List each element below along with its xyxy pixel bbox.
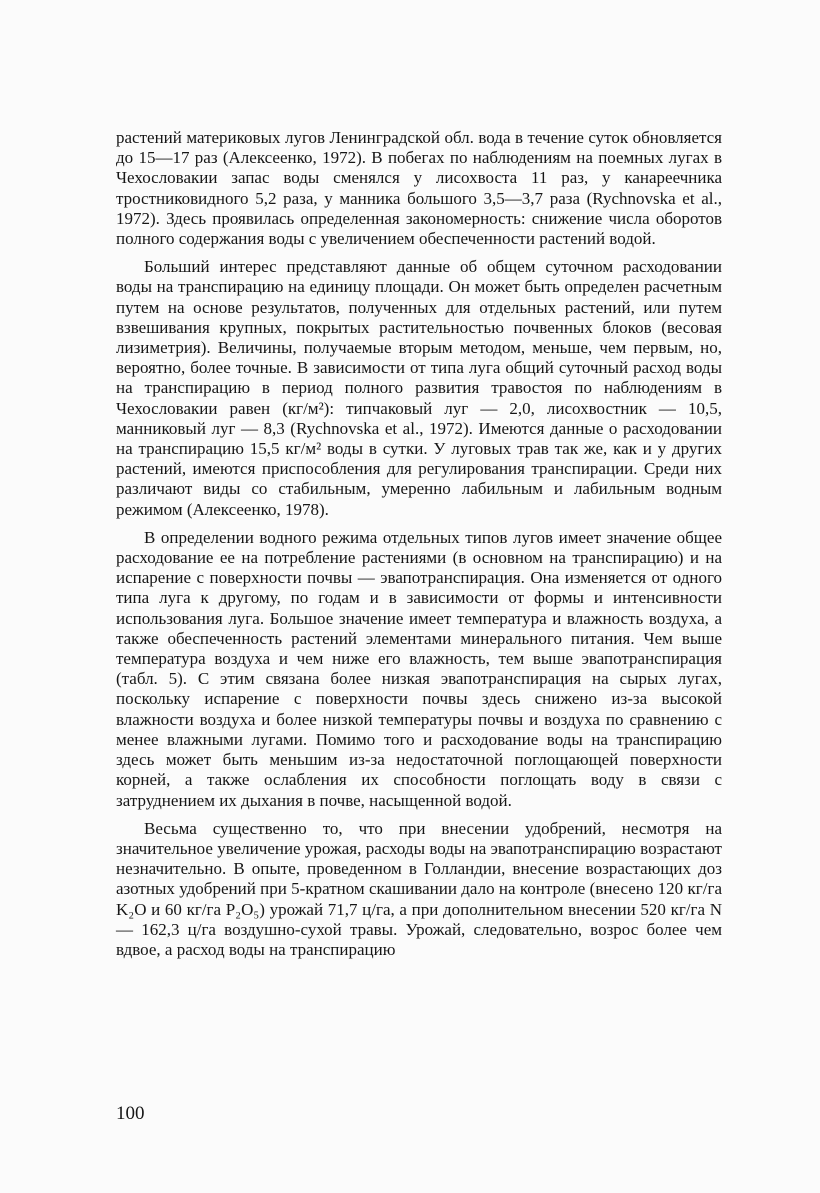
paragraph-4: Весьма существенно то, что при внесении удобрений, несмотря на значительное увеличение урожая, расходы воды на эвапотранспирацию возрастают незначительно. В опыте, проведенном в Голландии, внесение возрастающих доз азотных удобрений при 5-кратном скашивании дало на контроле (внесено 120 кг/га K₂O и 60 кг/га P₂O₅) урожай 71,7 ц/га, а при дополнительном внесении 520 кг/га N — 162,3 ц/га воздушно-сухой травы. Урожай, следовательно, возрос более чем вдвое, а расход воды на транспирацию xyxy=(116,818,722,959)
page-number: 100 xyxy=(116,1103,145,1124)
paragraph-1: растений материковых лугов Ленинградской обл. вода в течение суток обновляется до 15—17 раз (Алексеенко, 1972). В побегах по наблюдениям на поемных лугах в Чехословакии запас воды сменялся у лисохвоста 11 раз, у канареечника тростниковидного 5,2 раза, у манника большого 3,5—3,7 раза (Rychnovska et al., 1972). Здесь проявилась определенная закономерность: снижение числа оборотов полного содержания воды с увеличением обеспеченности растений водой. xyxy=(116,128,722,249)
page-body xyxy=(116,128,722,968)
paragraph-2: Больший интерес представляют данные об общем суточном расходовании воды на транспирацию на единицу площади. Он может быть определен расчетным путем на основе результатов, полученных для отдельных растений, или путем взвешивания крупных, покрытых растительностью почвенных блоков (весовая лизиметрия). Величины, получаемые вторым методом, меньше, чем первым, но, вероятно, более точные. В зависимости от типа луга общий суточный расход воды на транспирацию в период полного развития травостоя по наблюдениям в Чехословакии равен (кг/м²): типчаковый луг — 2,0, лисохвостник — 10,5, манниковый луг — 8,3 (Rychnovska et al., 1972). Имеются данные о расходовании на транспирацию 15,5 кг/м² воды в сутки. У луговых трав так же, как и у других растений, имеются приспособления для регулирования транспирации. Среди них различают виды со стабильным, умеренно лабильным и лабильным водным режимом (Алексеенко, 1978). xyxy=(116,257,722,519)
paragraph-3: В определении водного режима отдельных типов лугов имеет значение общее расходование ее на потребление растениями (в основном на транспирацию) и на испарение с поверхности почвы — эвапотранспирация. Она изменяется от одного типа луга к другому, по годам и в зависимости от формы и интенсивности использования луга. Большое значение имеет температура и влажность воздуха, а также обеспеченность растений элементами минерального питания. Чем выше температура воздуха и чем ниже его влажность, тем выше эвапотранспирация (табл. 5). С этим связана более низкая эвапотранспирация на сырых лугах, поскольку испарение с поверхности почвы здесь снижено из-за высокой влажности воздуха и более низкой температуры почвы и воздуха по сравнению с менее влажными лугами. Помимо того и расходование воды на транспирацию здесь может быть меньшим из-за недостаточной поглощающей поверхности корней, а также ослабления их способности поглощать воду в связи с затруднением их дыхания в почве, насыщенной водой. xyxy=(116,527,722,810)
